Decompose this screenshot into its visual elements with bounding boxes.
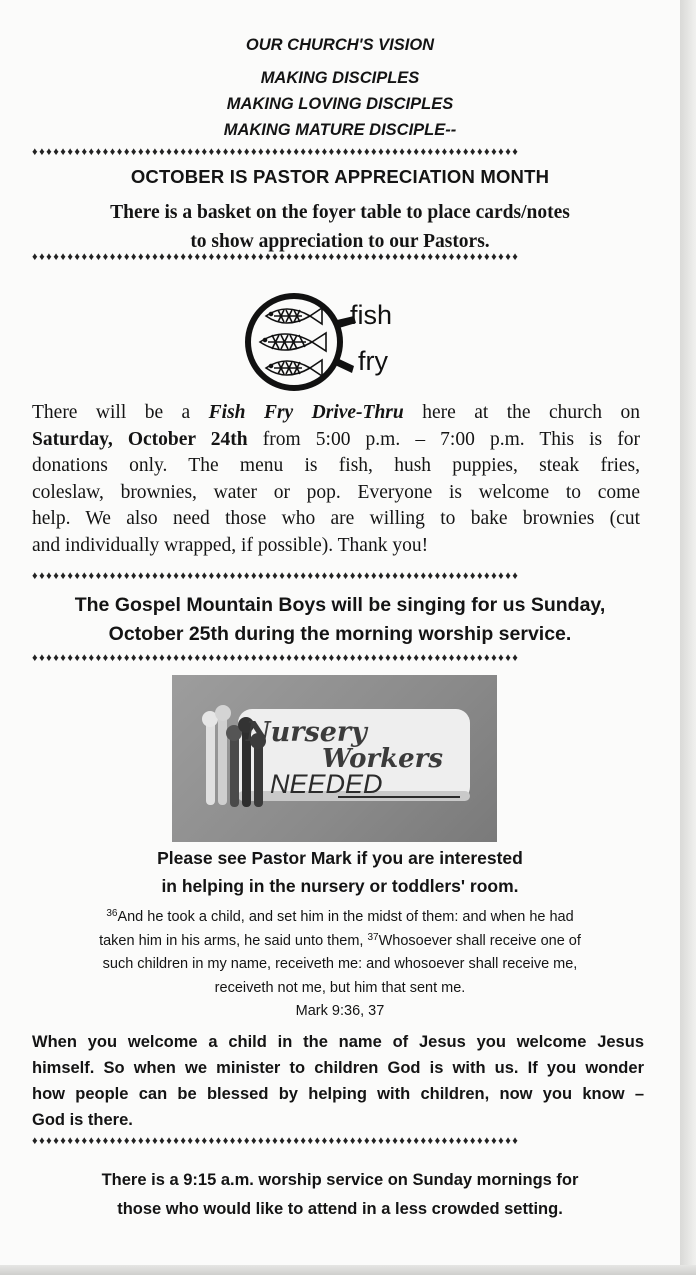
gospel-line-2: October 25th during the morning worship service. [108, 623, 572, 645]
page-edge [680, 0, 696, 1275]
nursery-caption-line-1: Please see Pastor Mark if you are interested [157, 848, 523, 868]
welcome-paragraph [32, 1029, 644, 1133]
divider: ♦♦♦♦♦♦♦♦♦♦♦♦♦♦♦♦♦♦♦♦♦♦♦♦♦♦♦♦♦♦♦♦♦♦♦♦♦♦♦♦♦♦♦♦♦♦♦♦♦♦♦♦♦♦♦♦♦♦♦♦♦♦♦♦♦♦♦♦♦ [32, 570, 520, 582]
early-service-line-1: There is a 9:15 a.m. worship service on Sunday mornings for [101, 1171, 579, 1189]
divider: ♦♦♦♦♦♦♦♦♦♦♦♦♦♦♦♦♦♦♦♦♦♦♦♦♦♦♦♦♦♦♦♦♦♦♦♦♦♦♦♦♦♦♦♦♦♦♦♦♦♦♦♦♦♦♦♦♦♦♦♦♦♦♦♦♦♦♦♦♦ [32, 251, 520, 263]
appreciation-line-2: to show appreciation to our Pastors. [190, 231, 490, 252]
scripture-quote [30, 906, 650, 1024]
vision-title: OUR CHURCH'S VISION [245, 36, 435, 54]
fish-fry-line-6: and individually wrapped, if possible). Thank you! [32, 534, 429, 556]
appreciation-line-1: There is a basket on the foyer table to place cards/notes [110, 202, 570, 223]
fish-fry-logo [244, 290, 424, 400]
sign-word-workers: Workers [322, 744, 444, 774]
sign-word-nursery: Nursery [246, 717, 367, 748]
page-edge [0, 1265, 696, 1275]
fish-fry-line-3: donations only. The menu is fish, hush puppies, steak fries, [32, 455, 640, 476]
vision-line-2: MAKING LOVING DISCIPLES [226, 95, 454, 113]
vision-line-3: MAKING MATURE DISCIPLE-- [223, 121, 457, 139]
divider: ♦♦♦♦♦♦♦♦♦♦♦♦♦♦♦♦♦♦♦♦♦♦♦♦♦♦♦♦♦♦♦♦♦♦♦♦♦♦♦♦♦♦♦♦♦♦♦♦♦♦♦♦♦♦♦♦♦♦♦♦♦♦♦♦♦♦♦♦♦ [32, 1135, 520, 1147]
early-service-line-2: those who would like to attend in a less crowded setting. [117, 1200, 563, 1218]
logo-word-fish: fish [350, 300, 393, 330]
fish-fry-line-2: Saturday, October 24th from 5:00 p.m. – 7:00 p.m. This is for [32, 428, 640, 450]
fish-fry-line-1: There will be a Fish Fry Drive-Thru here at the church on [32, 402, 640, 423]
divider: ♦♦♦♦♦♦♦♦♦♦♦♦♦♦♦♦♦♦♦♦♦♦♦♦♦♦♦♦♦♦♦♦♦♦♦♦♦♦♦♦♦♦♦♦♦♦♦♦♦♦♦♦♦♦♦♦♦♦♦♦♦♦♦♦♦♦♦♦♦ [32, 146, 520, 158]
nursery-sign-graphic [172, 675, 497, 842]
nursery-caption [0, 844, 680, 900]
scripture-line-2: taken him in his arms, he said unto them, $^{37}$Whosoever shall receive one of [99, 931, 581, 949]
fish-fry-line-4: coleslaw, brownies, water or pop. Everyone is welcome to come [32, 481, 640, 503]
early-service-notice [0, 1166, 680, 1224]
fish-icon [260, 308, 326, 376]
appreciation-heading: OCTOBER IS PASTOR APPRECIATION MONTH [130, 166, 550, 187]
welcome-line-3: how people can be blessed by helping with children, now you know – [32, 1085, 644, 1103]
scripture-line-3: such children in my name, receiveth me: and whosoever shall receive me, [102, 956, 578, 972]
vision-line-1: MAKING DISCIPLES [260, 69, 420, 87]
welcome-line-1: When you welcome a child in the name of Jesus you welcome Jesus [32, 1033, 644, 1051]
verse-number: 36 [106, 908, 118, 919]
appreciation-text [40, 198, 640, 256]
scripture-line-4: receiveth not me, but him that sent me. [214, 979, 466, 996]
fish-fry-paragraph [32, 400, 640, 559]
gospel-announcement [20, 591, 660, 649]
sign-word-needed: NEEDED [270, 769, 383, 799]
nursery-workers-image [172, 675, 497, 842]
logo-word-fry: fry [358, 346, 388, 376]
nursery-caption-line-2: in helping in the nursery or toddlers' room. [161, 876, 519, 896]
scripture-line-1: $^{36}$And he took a child, and set him in the midst of them: and when he had [106, 908, 574, 925]
scripture-reference: Mark 9:36, 37 [295, 1003, 385, 1019]
gospel-line-1: The Gospel Mountain Boys will be singing for us Sunday, [74, 594, 606, 616]
verse-number: 37 [367, 931, 379, 943]
welcome-line-2: himself. So when we minister to children God is with us. If you wonder [32, 1059, 644, 1077]
fish-fry-line-5: help. We also need those who are willing to bake brownies (cut [32, 508, 640, 529]
welcome-line-4: God is there. [32, 1111, 133, 1129]
divider: ♦♦♦♦♦♦♦♦♦♦♦♦♦♦♦♦♦♦♦♦♦♦♦♦♦♦♦♦♦♦♦♦♦♦♦♦♦♦♦♦♦♦♦♦♦♦♦♦♦♦♦♦♦♦♦♦♦♦♦♦♦♦♦♦♦♦♦♦♦ [32, 652, 520, 664]
